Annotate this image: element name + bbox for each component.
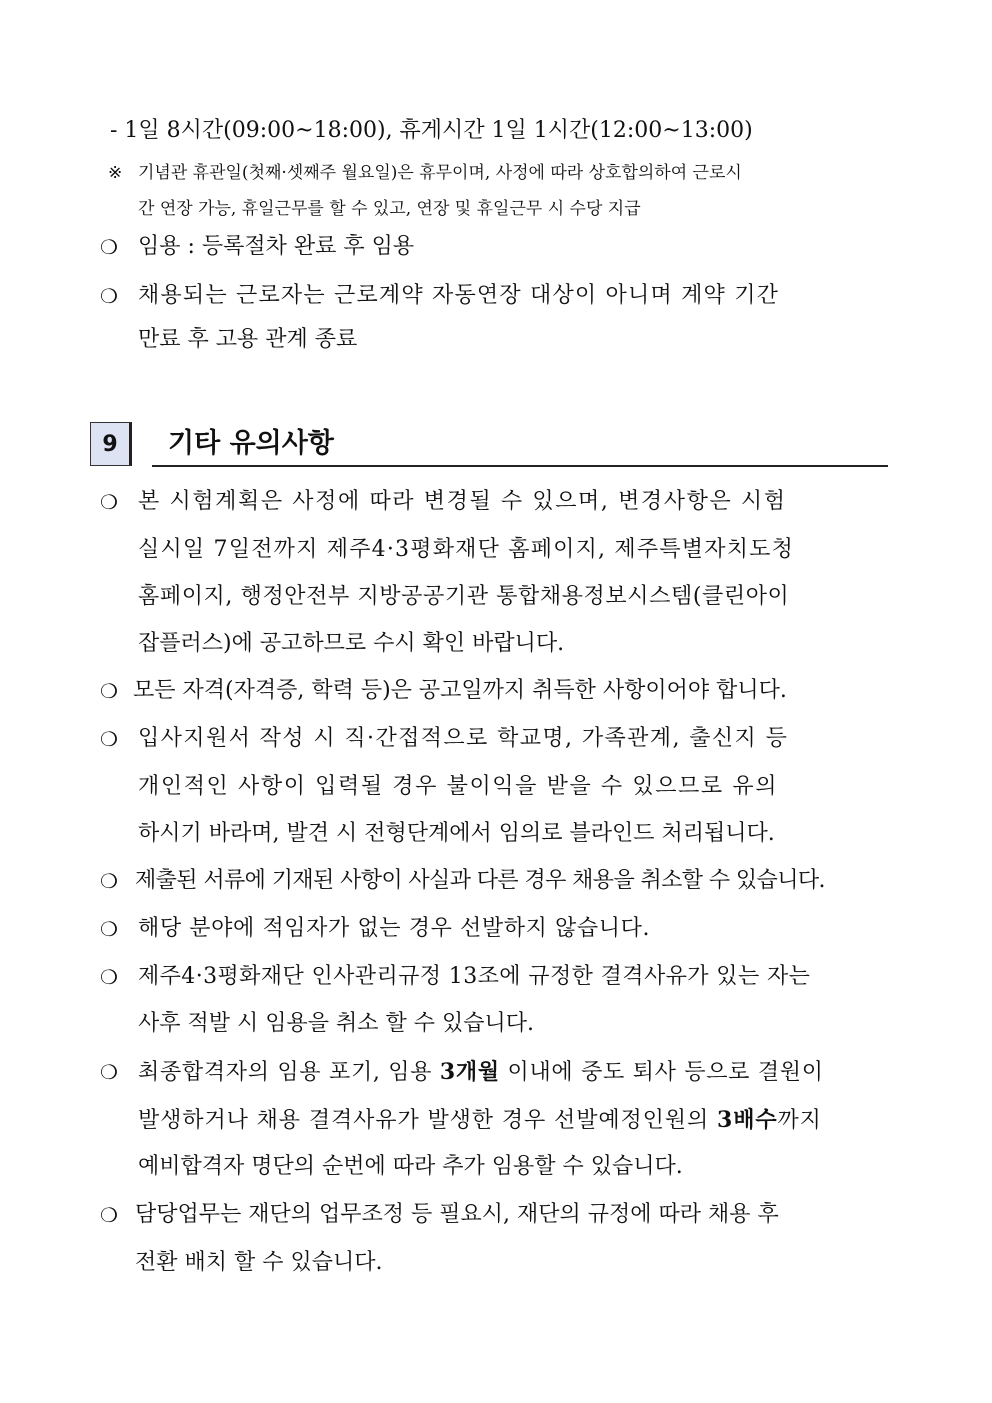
appointment-line: 임용 : 등록절차 완료 후 임용 [138, 234, 415, 259]
bullet-icon: ❍ [100, 1060, 118, 1084]
contract-line-2: 만료 후 고용 관계 종료 [138, 327, 358, 352]
bullet-icon: ❍ [100, 1203, 118, 1227]
bullet-icon: ❍ [100, 869, 118, 893]
disqualification-line-1: 제주4·3평화재단 인사관리규정 13조에 규정한 결격사유가 있는 자는 [138, 964, 811, 989]
bullet-icon: ❍ [100, 235, 118, 259]
reserve-line-1 [138, 1057, 824, 1088]
bullet-icon: ❍ [100, 965, 118, 989]
transfer-line-1: 담당업무는 재단의 업무조정 등 필요시, 재단의 규정에 따라 채용 후 [135, 1202, 779, 1227]
bullet-icon: ❍ [100, 284, 118, 308]
reserve-period-emphasis: 3개월 [439, 1059, 500, 1085]
note-mark: ※ [108, 163, 123, 183]
bullet-icon: ❍ [100, 679, 118, 703]
section-number: 9 [90, 422, 132, 466]
bullet-icon: ❍ [100, 727, 118, 751]
application-line-2: 개인적인 사항이 입력될 경우 불이익을 받을 수 있으므로 유의 [138, 774, 779, 799]
application-line-3: 하시기 바라며, 발견 시 전형단계에서 임의로 블라인드 처리됩니다. [138, 821, 775, 846]
documents-line: 제출된 서류에 기재된 사항이 사실과 다른 경우 채용을 취소할 수 있습니다. [135, 868, 825, 893]
bullet-icon: ❍ [100, 917, 118, 941]
reserve-line-3: 예비합격자 명단의 순번에 따라 추가 임용할 수 있습니다. [138, 1154, 683, 1179]
note-line-1 [138, 160, 906, 186]
transfer-line-2: 전환 배치 할 수 있습니다. [135, 1250, 383, 1275]
plan-line-1: 본 시험계획은 사정에 따라 변경될 수 있으며, 변경사항은 시험 [138, 489, 787, 514]
note-line-2: 간 연장 가능, 휴일근무를 할 수 있고, 연장 및 휴일근무 시 수당 지급 [138, 199, 641, 219]
application-line-1: 입사지원서 작성 시 직·간접적으로 학교명, 가족관계, 출신지 등 [138, 726, 789, 751]
reserve-text-1c: 이내에 중도 퇴사 등으로 결원이 [499, 1060, 824, 1085]
contract-line-1: 채용되는 근로자는 근로계약 자동연장 대상이 아니며 계약 기간 [138, 283, 780, 308]
reserve-text-2a: 발생하거나 채용 결격사유가 발생한 경우 선발예정인원의 [138, 1108, 718, 1133]
reserve-line-2 [138, 1105, 822, 1136]
qualification-line: 모든 자격(자격증, 학력 등)은 공고일까지 취득한 사항이어야 합니다. [133, 678, 787, 703]
no-candidate-line: 해당 분야에 적임자가 없는 경우 선발하지 않습니다. [138, 916, 651, 941]
section-underline [152, 465, 888, 467]
reserve-text-2c: 까지 [777, 1108, 822, 1133]
plan-line-4: 잡플러스)에 공고하므로 수시 확인 바랍니다. [138, 631, 565, 656]
plan-line-2: 실시일 7일전까지 제주4·3평화재단 홈페이지, 제주특별자치도청 [138, 537, 795, 562]
section-title: 기타 유의사항 [168, 428, 334, 459]
note-text-1: 기념관 휴관일(첫째·셋째주 월요일)은 휴무이며, 사정에 따라 상호합의하여 근로시 [138, 163, 742, 183]
disqualification-line-2: 사후 적발 시 임용을 취소 할 수 있습니다. [138, 1011, 534, 1036]
plan-line-3: 홈페이지, 행정안전부 지방공공기관 통합채용정보시스템(클린아이 [138, 584, 790, 609]
bullet-icon: ❍ [100, 490, 118, 514]
work-hours-line: - 1일 8시간(09:00~18:00), 휴게시간 1일 1시간(12:00~13:00) [110, 118, 753, 143]
reserve-text-1a: 최종합격자의 임용 포기, 임용 [138, 1060, 440, 1085]
reserve-multiple-emphasis: 3배수 [717, 1107, 778, 1133]
